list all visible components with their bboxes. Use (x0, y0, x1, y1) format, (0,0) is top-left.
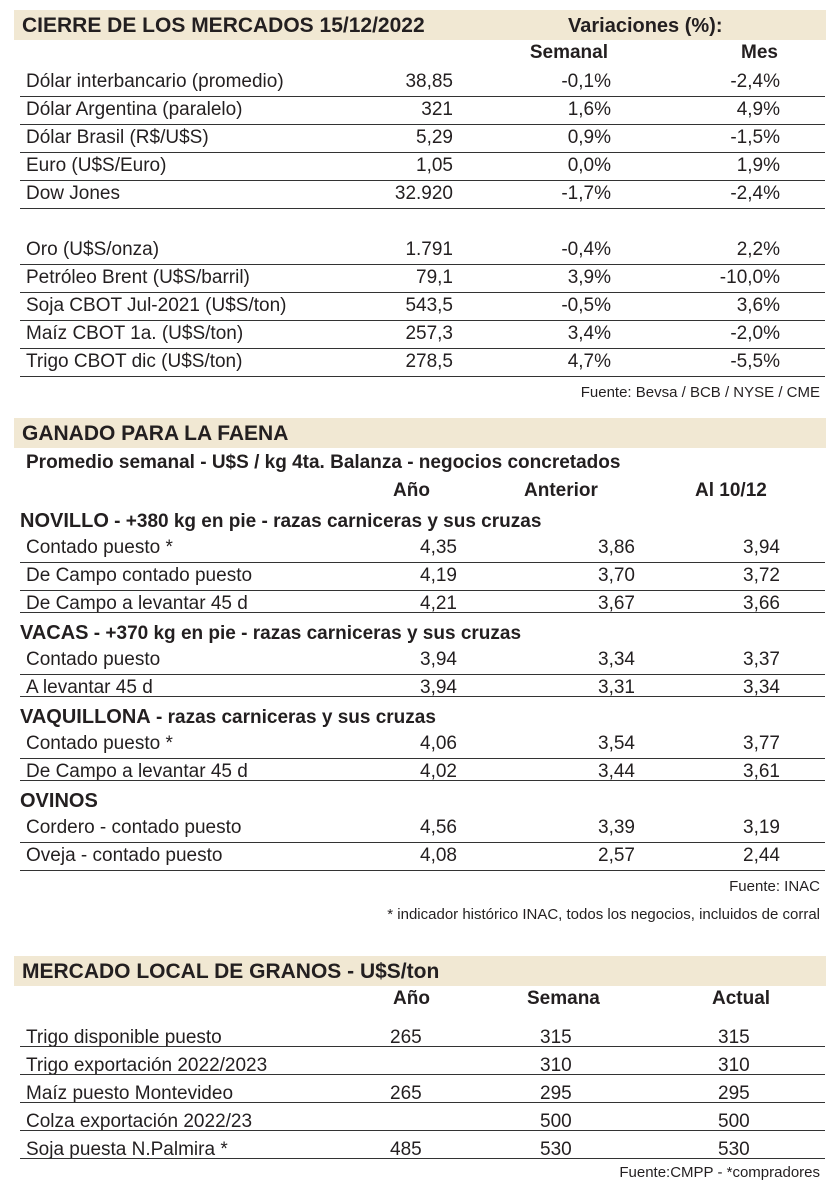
market-monthly-change: -2,0% (730, 323, 780, 344)
cattle-title: GANADO PARA LA FAENA (22, 422, 289, 445)
market-value: 38,85 (405, 71, 453, 92)
cattle-current-value: 3,77 (743, 733, 780, 754)
cattle-year-value: 4,21 (420, 593, 457, 613)
market-monthly-change: -5,5% (730, 351, 780, 372)
market-weekly-change: -0,4% (561, 239, 611, 260)
col-header-weekly: Semanal (529, 42, 608, 63)
cattle-section-header (20, 508, 541, 535)
cattle-current-value: 3,34 (743, 677, 780, 697)
cattle-previous-value: 3,67 (598, 593, 635, 613)
market-value: 79,1 (416, 267, 453, 288)
market-label: Dow Jones (26, 183, 120, 204)
market-weekly-change: 3,4% (567, 323, 611, 344)
cattle-section-header (20, 788, 98, 815)
grain-week-value: 530 (540, 1139, 572, 1159)
grains-col-week: Semana (527, 988, 600, 1009)
grain-current-value: 500 (718, 1111, 750, 1131)
col-header-month: Mes (741, 42, 778, 63)
cattle-current-value: 3,61 (743, 761, 780, 781)
cattle-label: Contado puesto * (26, 733, 173, 754)
cattle-label: De Campo a levantar 45 d (26, 761, 248, 781)
cattle-section-description: - razas carniceras y sus cruzas (150, 707, 436, 728)
grain-week-value: 310 (540, 1055, 572, 1075)
market-row (20, 152, 825, 181)
cattle-section-name: NOVILLO (20, 510, 109, 532)
market-weekly-change: 4,7% (567, 351, 611, 372)
grain-label: Trigo exportación 2022/2023 (26, 1055, 268, 1075)
market-row (20, 124, 825, 153)
cattle-year-value: 4,19 (420, 565, 457, 586)
grain-year-value: 265 (390, 1083, 422, 1103)
market-monthly-change: -10,0% (719, 267, 780, 288)
cattle-section-description: - +380 kg en pie - razas carniceras y sus cruzas (108, 511, 542, 532)
cattle-label: A levantar 45 d (26, 677, 153, 697)
cattle-year-value: 4,56 (420, 817, 457, 838)
grain-row (20, 1022, 825, 1047)
cattle-year-value: 4,35 (420, 537, 457, 558)
market-value: 278,5 (405, 351, 453, 372)
cattle-section-header (20, 704, 436, 731)
cattle-previous-value: 3,44 (598, 761, 635, 781)
market-row (20, 320, 825, 349)
market-value: 32.920 (394, 183, 453, 204)
market-weekly-change: -0,5% (561, 295, 611, 316)
grain-row (20, 1106, 825, 1131)
market-value: 321 (421, 99, 453, 120)
grain-row (20, 1134, 825, 1159)
market-weekly-change: 3,9% (567, 267, 611, 288)
cattle-current-value: 3,94 (743, 537, 780, 558)
market-row (20, 96, 825, 125)
market-monthly-change: 3,6% (736, 295, 780, 316)
market-monthly-change: -2,4% (730, 183, 780, 204)
grain-year-value: 265 (390, 1027, 422, 1047)
markets-title: CIERRE DE LOS MERCADOS 15/12/2022 (22, 14, 425, 37)
cattle-current-value: 3,66 (743, 593, 780, 613)
col-header-year: Año (393, 480, 430, 501)
market-monthly-change: 1,9% (736, 155, 780, 176)
cattle-label: Contado puesto (26, 649, 161, 670)
market-monthly-change: 4,9% (736, 99, 780, 120)
market-label: Dólar interbancario (promedio) (26, 71, 284, 92)
market-weekly-change: 1,6% (567, 99, 611, 120)
grain-week-value: 315 (540, 1027, 572, 1047)
cattle-year-value: 3,94 (420, 677, 457, 697)
market-weekly-change: -0,1% (561, 71, 611, 92)
cattle-year-value: 4,02 (420, 761, 457, 781)
cattle-section-name: VACAS (20, 622, 89, 644)
cattle-year-value: 4,08 (420, 845, 457, 866)
market-row (20, 264, 825, 293)
market-value: 257,3 (405, 323, 453, 344)
market-value: 1,05 (416, 155, 453, 176)
grains-col-year: Año (393, 988, 430, 1009)
market-row (20, 348, 825, 377)
market-label: Soja CBOT Jul-2021 (U$S/ton) (26, 295, 287, 316)
cattle-row (20, 758, 825, 781)
market-weekly-change: -1,7% (561, 183, 611, 204)
cattle-label: Oveja - contado puesto (26, 845, 223, 866)
grain-label: Colza exportación 2022/23 (26, 1111, 253, 1131)
cattle-previous-value: 3,54 (598, 733, 635, 754)
cattle-row (20, 674, 825, 697)
cattle-label: De Campo contado puesto (26, 565, 253, 586)
cattle-section-description: - +370 kg en pie - razas carniceras y sus cruzas (88, 623, 522, 644)
grain-year-value: 485 (390, 1139, 422, 1159)
cattle-previous-value: 3,86 (598, 537, 635, 558)
grain-week-value: 500 (540, 1111, 572, 1131)
col-header-date: Al 10/12 (695, 480, 767, 501)
cattle-row (20, 590, 825, 613)
cattle-note: * indicador histórico INAC, todos los negocios, incluidos de corral (387, 906, 820, 923)
grains-source: Fuente:CMPP - *compradores (619, 1164, 820, 1181)
market-label: Euro (U$S/Euro) (26, 155, 167, 176)
cattle-label: De Campo a levantar 45 d (26, 593, 248, 613)
cattle-current-value: 3,37 (743, 649, 780, 670)
grain-label: Maíz puesto Montevideo (26, 1083, 234, 1103)
market-weekly-change: 0,0% (567, 155, 611, 176)
grains-title: MERCADO LOCAL DE GRANOS - U$S/ton (22, 960, 440, 983)
cattle-previous-value: 3,39 (598, 817, 635, 838)
market-row (20, 236, 825, 265)
cattle-year-value: 3,94 (420, 649, 457, 670)
grain-row (20, 1050, 825, 1075)
grain-week-value: 295 (540, 1083, 572, 1103)
cattle-subtitle: Promedio semanal - U$S / kg 4ta. Balanza - negocios concretados (26, 452, 621, 473)
market-monthly-change: -2,4% (730, 71, 780, 92)
cattle-row (20, 534, 825, 563)
cattle-current-value: 3,19 (743, 817, 780, 838)
market-label: Petróleo Brent (U$S/barril) (26, 267, 250, 288)
market-value: 543,5 (405, 295, 453, 316)
grains-col-current: Actual (712, 988, 771, 1009)
cattle-row (20, 730, 825, 759)
grain-row (20, 1078, 825, 1103)
market-label: Maíz CBOT 1a. (U$S/ton) (26, 323, 244, 344)
cattle-year-value: 4,06 (420, 733, 457, 754)
col-header-previous: Anterior (524, 480, 598, 501)
market-label: Trigo CBOT dic (U$S/ton) (26, 351, 243, 372)
cattle-previous-value: 3,34 (598, 649, 635, 670)
market-row (20, 68, 825, 97)
grain-current-value: 310 (718, 1055, 750, 1075)
cattle-current-value: 2,44 (743, 845, 780, 866)
market-row (20, 292, 825, 321)
cattle-row (20, 646, 825, 675)
market-row (20, 180, 825, 209)
cattle-label: Cordero - contado puesto (26, 817, 242, 838)
cattle-section-name: VAQUILLONA (20, 706, 151, 728)
cattle-row (20, 842, 825, 871)
market-label: Oro (U$S/onza) (26, 239, 160, 260)
market-weekly-change: 0,9% (567, 127, 611, 148)
market-label: Dólar Argentina (paralelo) (26, 99, 243, 120)
cattle-current-value: 3,72 (743, 565, 780, 586)
cattle-row (20, 814, 825, 843)
grain-label: Trigo disponible puesto (26, 1027, 222, 1047)
market-label: Dólar Brasil (R$/U$S) (26, 127, 209, 148)
cattle-row (20, 562, 825, 591)
cattle-previous-value: 3,70 (598, 565, 635, 586)
grain-current-value: 295 (718, 1083, 750, 1103)
grain-label: Soja puesta N.Palmira * (26, 1139, 228, 1159)
cattle-previous-value: 3,31 (598, 677, 635, 697)
cattle-section-band (14, 786, 826, 788)
grain-current-value: 530 (718, 1139, 750, 1159)
market-value: 5,29 (416, 127, 453, 148)
cattle-source: Fuente: INAC (729, 878, 820, 895)
variations-header: Variaciones (%): (568, 15, 723, 37)
cattle-label: Contado puesto * (26, 537, 173, 558)
market-value: 1.791 (405, 239, 453, 260)
cattle-previous-value: 2,57 (598, 845, 635, 866)
market-monthly-change: 2,2% (736, 239, 780, 260)
markets-source: Fuente: Bevsa / BCB / NYSE / CME (580, 384, 820, 401)
market-monthly-change: -1,5% (730, 127, 780, 148)
cattle-section-name: OVINOS (20, 790, 98, 812)
cattle-section-header (20, 620, 521, 647)
grain-current-value: 315 (718, 1027, 750, 1047)
